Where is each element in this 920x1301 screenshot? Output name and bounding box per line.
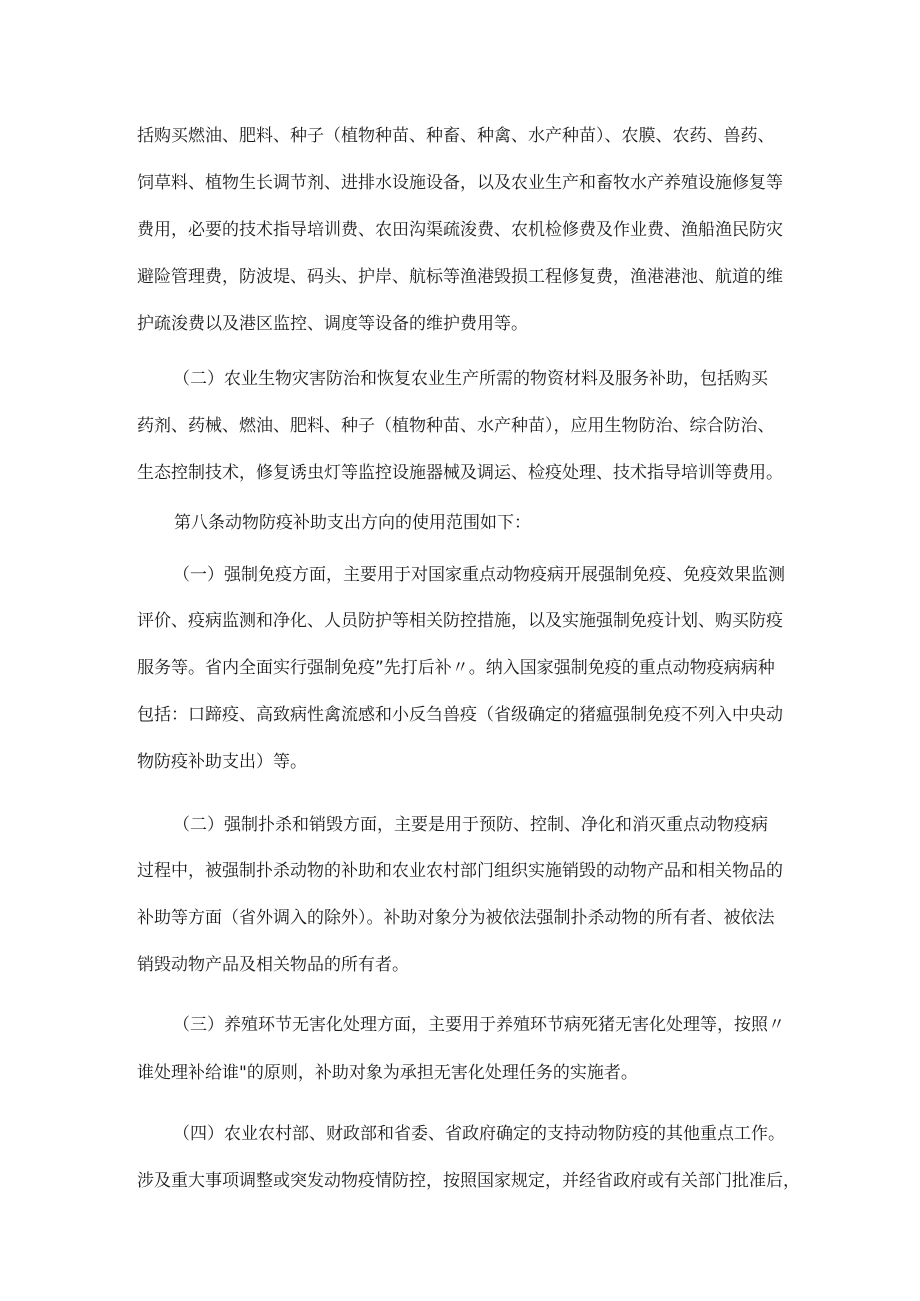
text-line: 服务等。省内全面实行强制免疫”先打后补〃。纳入国家强制免疫的重点动物疫病病种 [137, 658, 775, 678]
text-line: 避险管理费，防波堤、码头、护岸、航标等渔港毁损工程修复费，渔港港池、航道的维 [137, 267, 783, 287]
text-line: 谁处理补给谁"的原则，补助对象为承担无害化处理任务的实施者。 [137, 1063, 638, 1083]
text-line: 药剂、药械、燃油、肥料、种子（植物种苗、水产种苗），应用生物防治、综合防治、 [137, 416, 775, 436]
text-line: 销毁动物产品及相关物品的所有者。 [137, 955, 409, 975]
text-line: 括购买燃油、肥料、种子（植物种苗、种畜、种禽、水产种苗）、农膜、农药、兽药、 [137, 126, 775, 146]
text-line: （一）强制免疫方面，主要用于对国家重点动物疫病开展强制免疫、免疫效果监测 [173, 565, 785, 585]
text-line: （二）强制扑杀和销毁方面，主要是用于预防、控制、净化和消灭重点动物疫病 [173, 815, 768, 835]
text-line: 饲草料、植物生长调节剂、进排水设施设备，以及农业生产和畜牧水产养殖设施修复等 [137, 173, 783, 193]
text-line: 过程中，被强制扑杀动物的补助和农业农村部门组织实施销毁的动物产品和相关物品的 [137, 861, 783, 881]
text-line: 物防疫补助支出）等。 [137, 752, 307, 772]
text-line: 评价、疫病监测和净化、人员防护等相关防控措施，以及实施强制免疫计划、购买防疫 [137, 611, 783, 631]
text-line: 第八条动物防疫补助支出方向的使用范围如下： [174, 513, 531, 533]
text-line: 补助等方面（省外调入的除外）。补助对象分为被依法强制扑杀动物的所有者、被依法 [137, 908, 775, 928]
text-line: 生态控制技术，修复诱虫灯等监控设施器械及调运、检疫处理、技术指导培训等费用。 [137, 463, 783, 483]
text-line: （三）养殖环节无害化处理方面，主要用于养殖环节病死猪无害化处理等，按照〃 [173, 1015, 785, 1035]
text-line: 护疏浚费以及港区监控、调度等设备的维护费用等。 [137, 314, 528, 334]
text-line: （四）农业农村部、财政部和省委、省政府确定的支持动物防疫的其他重点工作。 [173, 1124, 785, 1144]
text-line: 包括：口蹄疫、高致病性禽流感和小反刍兽疫（省级确定的猪瘟强制免疫不列入中央动 [137, 705, 783, 725]
text-line: 涉及重大事项调整或突发动物疫情防控，按照国家规定，并经省政府或有关部门批准后， [137, 1171, 800, 1191]
text-line: 费用，必要的技术指导培训费、农田沟渠疏浚费、农机检修费及作业费、渔船渔民防灾 [137, 220, 783, 240]
text-line: （二）农业生物灾害防治和恢复农业生产所需的物资材料及服务补助，包括购买 [173, 369, 768, 389]
